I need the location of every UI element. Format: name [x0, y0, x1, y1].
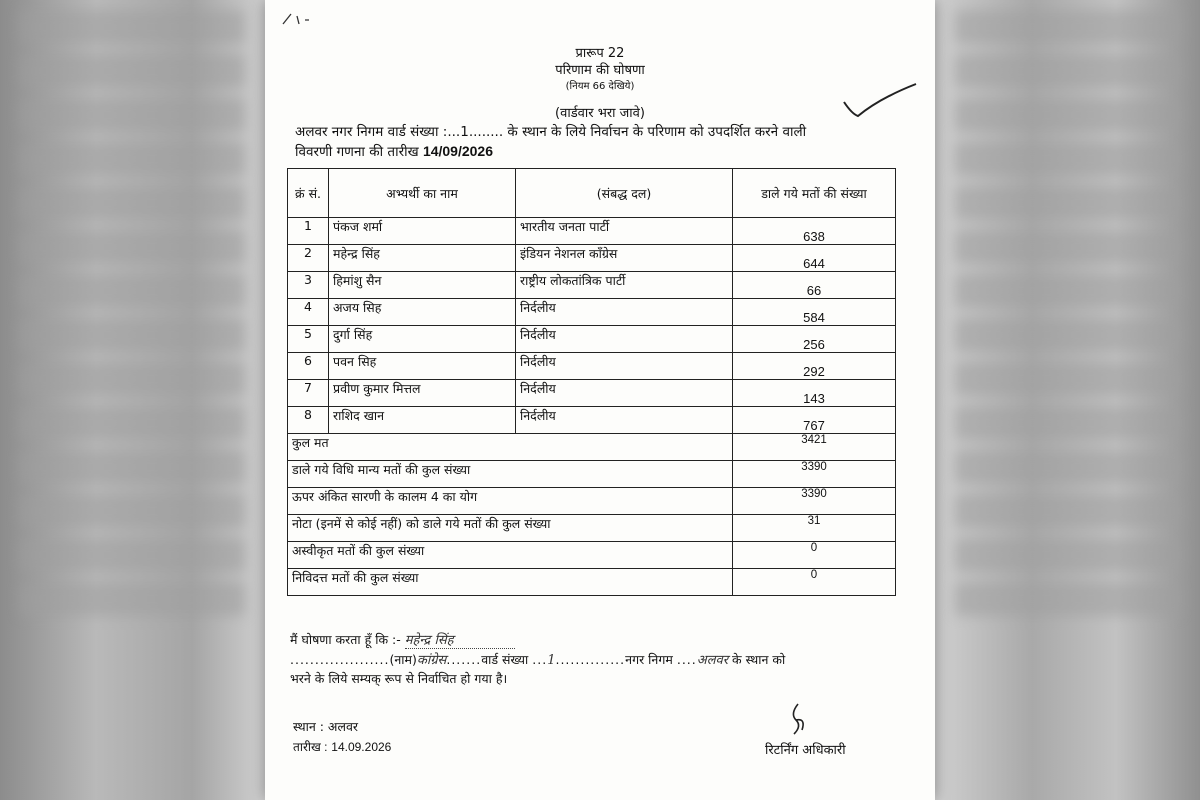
cell-party: निर्दलीय	[516, 299, 733, 326]
document-title: परिणाम की घोषणा	[555, 63, 645, 78]
returning-officer-label: रिटर्निंग अधिकारी	[765, 743, 846, 758]
place: स्थान : अलवर	[293, 719, 359, 734]
declaration-line-2: ....................(नाम)कांग्रेस.......वार्ड संख्या ...1..............नगर निगम ....अलवर के स्थान को	[290, 652, 786, 668]
cell-candidate-name: हिमांशु सैन	[329, 272, 516, 299]
cell-party: निर्दलीय	[516, 353, 733, 380]
summary-row	[288, 569, 896, 596]
table-row	[288, 218, 896, 245]
cell-candidate-name: प्रवीण कुमार मित्तल	[329, 380, 516, 407]
cell-candidate-name: महेन्द्र सिंह	[329, 245, 516, 272]
date	[293, 738, 391, 755]
summary-value: 3390	[733, 461, 896, 488]
table-row	[288, 245, 896, 272]
summary-label: निविदत्त मतों की कुल संख्या	[288, 569, 733, 596]
cell-votes: 638	[733, 218, 896, 245]
cell-votes: 767	[733, 407, 896, 434]
handwritten-party: कांग्रेस	[416, 653, 447, 668]
summary-row	[288, 434, 896, 461]
check-mark	[840, 80, 920, 120]
result-declaration-document	[265, 0, 935, 800]
cell-serial: 7	[288, 380, 329, 407]
handwritten-winner-name: महेन्द्र सिंह	[405, 630, 515, 649]
cell-party: इंडियन नेशनल कॉंग्रेस	[516, 245, 733, 272]
header-serial: क्रं सं.	[288, 169, 329, 218]
intro-line-2-text: विवरणी गणना की तारीख	[295, 144, 419, 160]
cell-votes: 143	[733, 380, 896, 407]
cell-candidate-name: पंकज शर्मा	[329, 218, 516, 245]
cell-serial: 1	[288, 218, 329, 245]
cell-party: राष्ट्रीय लोकतांत्रिक पार्टी	[516, 272, 733, 299]
handwritten-city: अलवर	[696, 653, 729, 668]
date-label: तारीख :	[293, 740, 328, 754]
table-row	[288, 380, 896, 407]
table-row	[288, 353, 896, 380]
table-header-row	[288, 169, 896, 218]
rule-reference: (नियम 66 देखिये)	[565, 81, 635, 92]
cell-party: निर्दलीय	[516, 326, 733, 353]
cell-votes: 644	[733, 245, 896, 272]
cell-serial: 2	[288, 245, 329, 272]
cell-serial: 5	[288, 326, 329, 353]
summary-label: नोटा (इनमें से कोई नहीं) को डाले गये मतों की कुल संख्या	[288, 515, 733, 542]
summary-value: 0	[733, 569, 896, 596]
cell-party: निर्दलीय	[516, 380, 733, 407]
ward-label: वार्ड संख्या	[481, 652, 529, 667]
header-votes: डाले गये मतों की संख्या	[733, 169, 896, 218]
table-row	[288, 272, 896, 299]
summary-row	[288, 461, 896, 488]
cell-candidate-name: अजय सिह	[329, 299, 516, 326]
cell-votes: 292	[733, 353, 896, 380]
summary-row	[288, 542, 896, 569]
summary-row	[288, 515, 896, 542]
cell-votes: 66	[733, 272, 896, 299]
cell-votes: 256	[733, 326, 896, 353]
declaration-line-1	[290, 630, 515, 649]
nigam-label: नगर निगम	[625, 652, 673, 667]
officer-signature	[780, 700, 820, 740]
summary-label: अस्वीकृत मतों की कुल संख्या	[288, 542, 733, 569]
name-label: (नाम)	[389, 652, 417, 667]
cell-party: निर्दलीय	[516, 407, 733, 434]
cell-votes: 584	[733, 299, 896, 326]
intro-line-1: अलवर नगर निगम वार्ड संख्या :...1........ के स्थान के लिये निर्वाचन के परिणाम को उपदर्शित करने वाली	[295, 124, 807, 140]
date-value: 14.09.2026	[331, 740, 392, 754]
summary-value: 31	[733, 515, 896, 542]
form-number: प्रारूप 22	[575, 46, 625, 61]
table-row	[288, 407, 896, 434]
corner-mark	[279, 10, 319, 30]
summary-label: ऊपर अंकित सारणी के कालम 4 का योग	[288, 488, 733, 515]
table-row	[288, 299, 896, 326]
header-party: (संबद्ध दल)	[516, 169, 733, 218]
blurred-background-left	[0, 0, 265, 800]
declaration-line-3: भरने के लिये सम्यक् रूप से निर्वाचित हो गया है।	[290, 671, 508, 686]
declaration-suffix: के स्थान को	[732, 652, 786, 667]
summary-value: 0	[733, 542, 896, 569]
summary-label: कुल मत	[288, 434, 733, 461]
intro-line-2	[295, 142, 493, 160]
ward-note: (वार्डवार भरा जावे)	[555, 106, 645, 121]
cell-serial: 6	[288, 353, 329, 380]
count-date: 14/09/2026	[422, 143, 494, 159]
summary-label: डाले गये विधि मान्य मतों की कुल संख्या	[288, 461, 733, 488]
cell-serial: 8	[288, 407, 329, 434]
cell-candidate-name: दुर्गा सिंह	[329, 326, 516, 353]
header-candidate-name: अभ्यर्थी का नाम	[329, 169, 516, 218]
cell-candidate-name: राशिद खान	[329, 407, 516, 434]
declaration-prefix: मैं घोषणा करता हूँ कि :-	[290, 632, 401, 647]
cell-serial: 3	[288, 272, 329, 299]
cell-party: भारतीय जनता पार्टी	[516, 218, 733, 245]
results-table	[287, 168, 896, 596]
summary-row	[288, 488, 896, 515]
summary-value: 3390	[733, 488, 896, 515]
blurred-background-right	[935, 0, 1200, 800]
cell-candidate-name: पवन सिह	[329, 353, 516, 380]
summary-value: 3421	[733, 434, 896, 461]
cell-serial: 4	[288, 299, 329, 326]
table-row	[288, 326, 896, 353]
handwritten-ward-number: 1	[547, 653, 556, 668]
